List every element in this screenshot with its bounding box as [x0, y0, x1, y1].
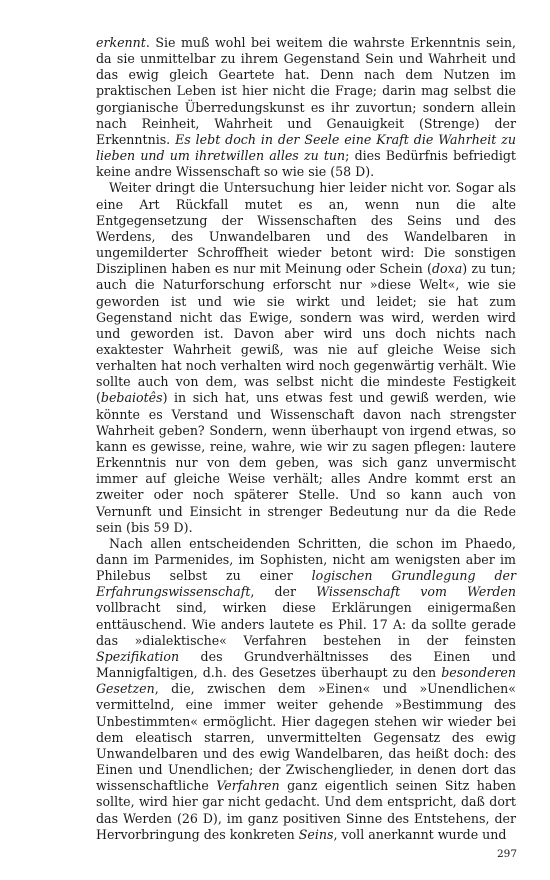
text-run: , voll anerkannt wurde und: [333, 826, 507, 842]
paragraph: [96, 35, 516, 180]
text-run: ganz eigentlich seinen Sitz haben sollte, wird hier gar nicht gedacht. Und dem entspricht, daß dort das Werden (26 D), im ganz positiven Sinne des Entstehens, der Hervorbringung des konkreten: [96, 778, 516, 842]
text-run: des Grundverhältnisses des Einen und Mannigfaltigen, d.h. des Gesetzes überhaupt zu den: [96, 648, 516, 681]
text-run: , die, zwischen dem »Einen« und »Unendlichen« vermittelnd, eine immer weiter gehende »Bestimmung des Unbestimmten« ermöglicht. Hier dagegen stehen wir wieder bei dem eleatisch starren, unvermittelten Gegensatz des ewig Unwandelbaren und des ewig Wandelbaren, das heißt doch: des Einen und Unendlichen; der Zwischenglieder, in denen dort das wissenschaftliche: [96, 681, 516, 794]
emphasized-text: besonderen Gesetzen: [96, 665, 516, 697]
text-run: Weiter dringt die Untersuchung hier leider nicht vor. Sogar als eine Art Rückfall mutet es an, wenn nun die alte Entgegensetzung der Wissenschaften des Seins und des Werdens, des Unwandelbaren und des Wandelbaren in ungemilderter Schroffheit wieder betont wird: Die sonstigen Disziplinen haben es nur mit Meinung oder Schein (: [96, 180, 516, 277]
page-number: 297: [496, 848, 517, 860]
text-run: ) in sich hat, uns etwas fest und gewiß werden, wie könnte es Verstand und Wissenschaft davon nach strengster Wahrheit geben? Sondern, wenn überhaupt von irgend etwas, so kann es gewisse, reine, wahre, wie wir zu sagen pflegen: lautere Erkenntnis nur von dem geben, was sich ganz unvermischt immer auf gleiche Weise verhält; alles Andre kommt erst an zweiter oder noch späterer Stelle. Und so kann auch von Vernunft und Einsicht in strenger Bedeutung nur da die Rede sein (bis 59 D).: [96, 390, 516, 535]
emphasized-text: Spezifikation: [96, 648, 180, 664]
text-run: . Sie muß wohl bei weitem die wahrste Erkenntnis sein, da sie unmittelbar zu ihrem Gegenstand Sein und Wahrheit und das ewig gleich Geartete hat. Denn nach dem Nutzen im praktischen Leben ist hier nicht die Frage; darin mag selbst die gorgianische Überredungskunst es ihr zuvortun; sondern allein nach Reinheit, Wahrheit und Genauigkeit (Strenge) der Erkenntnis.: [96, 35, 516, 147]
emphasized-text: Verfahren: [216, 778, 280, 794]
text-run: ) zu tun; auch die Naturforschung erforscht nur »diese Welt«, wie sie geworden ist und wie sie wirkt und leidet; sie hat zum Gegenstand nicht das Ewige, sondern was wird, werden wird und geworden ist. Davon aber wird uns doch nichts nach exaktester Wahrheit gewiß, was nie auf gleiche Weise sich verhalten hat noch verhalten wird noch gegenwärtig verhält. Wie sollte auch von dem, was selbst nicht die mindeste Festigkeit (: [96, 261, 516, 406]
text-run: , der: [250, 584, 317, 600]
paragraph: [96, 180, 516, 535]
text-run: vollbracht sind, wirken diese Erklärungen einigermaßen enttäuschend. Wie anders lautete es Phil. 17 A: da sollte gerade das »dialektische« Verfahren bestehen in der feinsten: [96, 600, 516, 648]
emphasized-text: bebaiotês: [100, 390, 163, 406]
emphasized-text: doxa: [431, 261, 463, 277]
emphasized-text: Wissenschaft vom Werden: [316, 584, 517, 600]
emphasized-text: logischen Grundlegung der Erfahrungswissenschaft: [96, 568, 516, 600]
emphasized-text: Seins: [298, 826, 334, 842]
text-run: ; dies Bedürfnis befriedigt keine andre Wissenschaft so wie sie (58 D).: [96, 148, 516, 180]
body-text: [96, 35, 516, 843]
text-run: Nach allen entscheidenden Schritten, die schon im Phaedo, dann im Parmenides, im Sophisten, nicht am wenigsten aber im Philebus selbst zu einer: [96, 535, 516, 584]
emphasized-text: Es lebt doch in der Seele eine Kraft die Wahrheit zu lieben und um ihretwillen alles zu tun: [96, 131, 516, 164]
emphasized-text: erkennt: [96, 35, 146, 50]
paragraph: [96, 536, 516, 843]
